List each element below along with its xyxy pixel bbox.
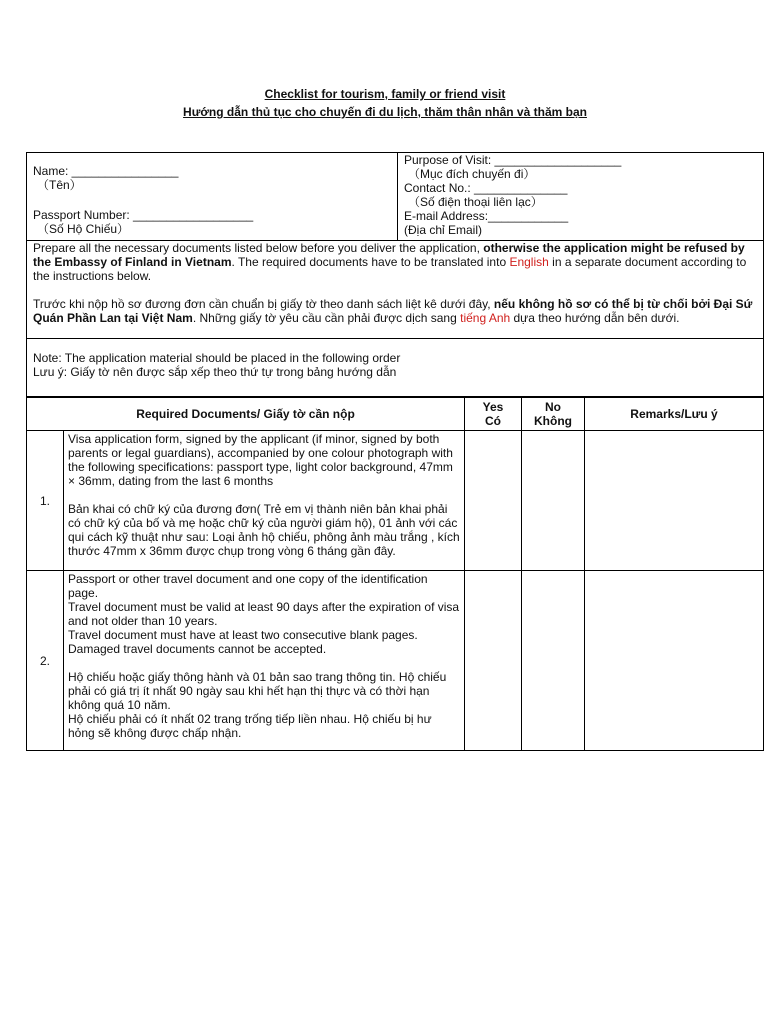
title-vietnamese: Hướng dẫn thủ tục cho chuyến đi du lịch, thăm thân nhân và thăm bạn [183,105,587,119]
intro-en-bold: otherwise the application might be refused by the Embassy of Finland in Vietnam [33,241,745,269]
row-2-vietnamese-1: Hộ chiếu hoặc giấy thông hành và 01 bản sao trang thông tin. Hộ chiếu phải có giá trị ít nhất 90 ngày sau khi hết hạn thị thực và có thời hạn không quá 10 năm. [68,670,447,712]
intro-vi-text-1: Trước khi nộp hồ sơ đương đơn cần chuẩn bị giấy tờ theo danh sách liệt kê dưới đây, [33,297,494,311]
header-remarks: Remarks/Lưu ý [585,398,764,431]
row-2-english-2: Travel document must be valid at least 90 days after the expiration of visa and not older than 10 years. [68,600,460,628]
purpose-sub-label: （Mục đích chuyến đi） [408,167,536,181]
passport-number-field[interactable]: Passport Number: __________________ [33,208,254,222]
table-header-row [27,398,764,431]
intro-vi-bold: nếu không hồ sơ có thể bị từ chối bởi Đại Sứ Quán Phần Lan tại Việt Nam [33,297,753,325]
intro-vietnamese [33,297,757,325]
intro-en-red: English [509,255,549,269]
row-2-vietnamese-2: Hộ chiếu phải có ít nhất 02 trang trống tiếp liền nhau. Hộ chiếu bị hư hỏng sẽ không được chấp nhận. [68,712,432,740]
row-1-remarks[interactable] [585,431,764,571]
row-1-english: Visa application form, signed by the applicant (if minor, signed by both parents or legal guardians), accompanied by one colour photograph with the following specifications: passport type, light color background, 47mm × 36mm, dating from the last 6 months [68,432,453,488]
intro-en-text-1: Prepare all the necessary documents listed below before you deliver the application, [33,241,484,255]
header-yes-vi: Có [485,414,501,428]
row-number: 1. [27,431,64,571]
contact-sub-label: （Số điện thoại liên lạc） [408,195,543,209]
table-row [27,571,764,751]
title-english: Checklist for tourism, family or friend visit [264,87,506,101]
intro-en-text-2: . The required documents have to be translated into [231,255,510,269]
header-yes [465,398,522,431]
intro-cell [27,241,764,339]
header-yes-en: Yes [482,400,504,414]
email-sub-label: (Địa chỉ Email) [404,223,483,237]
header-no [522,398,585,431]
row-2-no-checkbox[interactable] [522,571,585,751]
table-row [27,431,764,571]
intro-en-text-3: in a separate document according to the instructions below. [33,255,747,283]
row-2-english-1: Passport or other travel document and one copy of the identification page. [68,572,428,600]
row-2-yes-checkbox[interactable] [465,571,522,751]
row-1-vietnamese: Bản khai có chữ ký của đương đơn( Trẻ em vị thành niên bản khai phải có chữ ký của bố và mẹ hoặc chữ ký của người giám hộ), 01 ảnh với các qui cách kỹ thuật như sau: Loại ảnh hộ chiếu, phông ảnh màu trắng , kích thước 47mm x 36mm được chụp trong vòng 6 tháng gần đây. [68,502,460,558]
header-documents: Required Documents/ Giấy tờ cần nộp [27,398,465,431]
note-english: Note: The application material should be placed in the following order [33,351,401,365]
applicant-identity-cell [27,153,398,241]
intro-vi-text-2: . Những giấy tờ yêu cầu cần phải được dịch sang [192,311,461,325]
header-no-vi: Không [534,414,572,428]
applicant-contact-cell [398,153,764,241]
passport-sub-label: （Số Hộ Chiếu） [37,222,130,236]
intro-vi-red: tiếng Anh [460,311,511,325]
name-sub-label: （Tên） [37,178,82,192]
name-field[interactable]: Name: ________________ [33,164,179,178]
row-1-yes-checkbox[interactable] [465,431,522,571]
row-number: 2. [27,571,64,751]
email-field[interactable]: E-mail Address:____________ [404,209,569,223]
row-2-english-3: Travel document must have at least two consecutive blank pages. Damaged travel documents cannot be accepted. [68,628,418,656]
intro-vi-text-3: dựa theo hướng dẫn bên dưới. [510,311,680,325]
applicant-info-table [26,152,764,397]
header-no-en: No [545,400,561,414]
contact-field[interactable]: Contact No.: ______________ [404,181,568,195]
required-documents-table [26,397,764,751]
note-vietnamese: Lưu ý: Giấy tờ nên được sắp xếp theo thứ tự trong bảng hướng dẫn [33,365,397,379]
note-cell [27,339,764,397]
document-titles [0,86,770,120]
row-2-remarks[interactable] [585,571,764,751]
row-description [64,571,465,751]
purpose-field[interactable]: Purpose of Visit: ___________________ [404,153,622,167]
intro-english [33,241,757,283]
row-1-no-checkbox[interactable] [522,431,585,571]
row-description [64,431,465,571]
